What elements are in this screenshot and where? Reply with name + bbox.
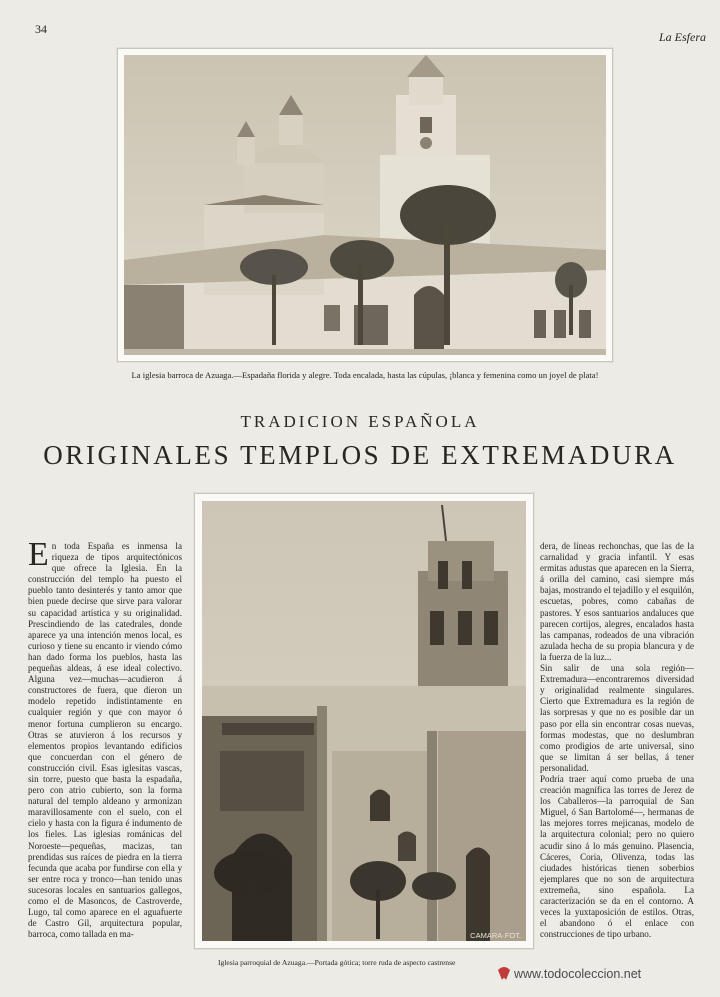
article-title: ORIGINALES TEMPLOS DE EXTREMADURA [43,440,677,470]
middle-photo-frame [194,493,534,949]
parish-church-photo [202,501,526,941]
article-right-column: dera, de líneas rechonchas, que las de la carnalidad y gracia infantil. Y esas ermitas adustas que aparecen en la Sierra, á orilla del camino, casi siempre más bajas, mostrando el tejadillo y el esquilón, escuetas, pobres, como cabañas de pastores. Y esos santuarios andaluces que parecen cortijos, alegres, encalados hasta las campanas, rodeados de una vibración azulada hecha de su propia blancura y de la fuerza de la luz... Sin salir de una sola región—Extremadura—encontraremos diversidad y originalidad realmente singulares. Cierto que Extremadura es la región de las sorpresas y que no es posible dar un paso por ella sin encontrar cosas nuevas, formas modestas, que no deslumbran como prodigios de arte universal, sino que se limitan á ser bellas, á tener personalidad. Podría traer aquí como prueba de una creación magnífica las torres de Jerez de los Caballeros—la parroquial de San Miguel, ó San Bartolomé—, hermanas de las mejores torres mejicanas, modelo de la arquitectura colonial; pero no quiero acudir sino á lo más genuino. Plasencia, Cáceres, Coria, Olivenza, todas las ciudades históricas tienen soberbios ejemplares que no son de arquitectura extremeña, sino española. La caracterización se da en el contorno. A veces la yuxtaposición de estilos. Otras, el abandono ó el enlace con construcciones de tipo urbano. [540,541,694,940]
todocoleccion-logo-icon [496,966,512,982]
watermark-url[interactable]: www.todocoleccion.net [514,967,642,981]
page-number: 34 [35,22,47,36]
kicker-heading: TRADICION ESPAÑOLA [240,412,480,431]
photo-credit: CAMARA·FOT. [470,931,521,940]
top-photo-caption: La iglesia barroca de Azuaga.—Espadaña florida y alegre. Toda encalada, hasta las cúpulas, ¡blanca y femenina como un joyel de plata! [131,370,599,380]
top-photo-frame [117,48,613,362]
middle-photo-caption: Iglesia parroquial de Azuaga.—Portada gótica; torre ruda de aspecto castrense [218,958,456,967]
drop-cap: E [28,541,49,573]
left-column-text: n toda España es inmensa la riqueza de tipos arquitectónicos que ofrece la Iglesia. En la construcción del templo ha puesto el pueblo tanto desinterés y tanto amor que bien puede decirse que sirve para valorar su capacidad artística y su originalidad. Prescindiendo de las catedrales, donde aparece ya una intención menos local, es curioso y tiene su encanto ir viendo cómo han dado forma los pueblos, hasta las pequeñas aldeas, á ese ideal colectivo. Alguna vez—muchas—acudieron á constructores de fuera, que dieron un modelo repetido indistintamente en cualquier región y que con mayor ó menor fortuna cumplieron su encargo. Otras se atuvieron á los recursos y elementos propios levantando edificios que concuerdan con el género de construcción civil. Esas iglesitas vascas, sin torre, puesto que basta la espadaña, pero con atrio cubierto, son la forma natural del templo aldeano y armonizan maravillosamente con el suelo, con el cielo y hasta con la figura é indumento de los fieles. Las iglesias románicas del Noroeste—pequeñas, macizas, tan prendidas sus raíces de piedra en la tierra fecunda que acaba por fundirse con ella y ser entre roca y tronco—han tenido unas sucesoras locales en santuarios gallegos, como el de Masoncos, de Castroverde, Lugo, tal como aparece en el aguafuerte de Castro Gil, arquitectura popular, barroca, como tallada en ma- [28,541,182,940]
magazine-name: La Esfera [658,30,706,44]
article-left-column [28,541,182,973]
baroque-church-photo [124,55,606,355]
